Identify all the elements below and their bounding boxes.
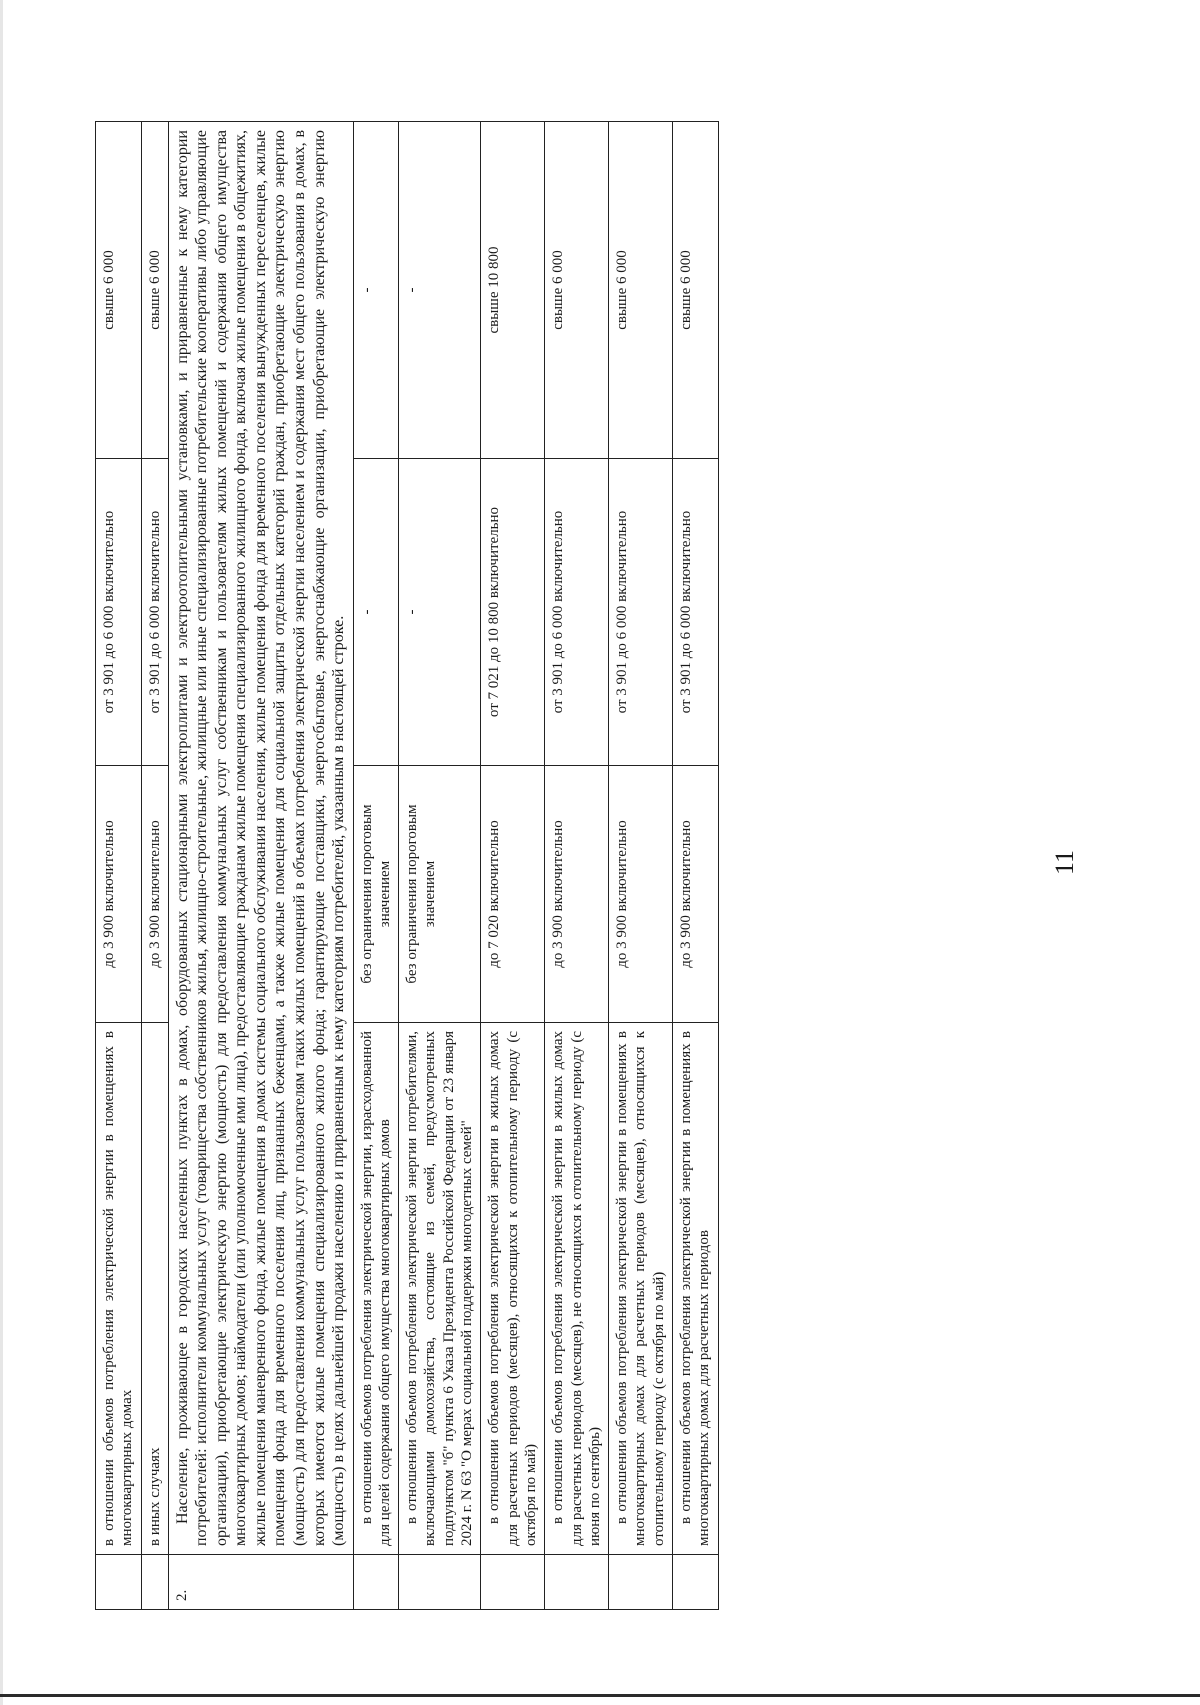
section-text: Население, проживающее в городских населенных пунктах в домах, оборудованных стационарными электроплитами и электроотопительными установками, и приравненные к нему категории потребителей: исполнители коммунальных услуг (товарищества собственников жилья, жилищно-строительные, жилищные или иные специализированные потребительские кооперативы либо управляющие организации), приобретающие электрическую энергию (мощность) для предоставления коммунальных услуг собственникам и пользователям жилых помещений и содержания общего имущества многоквартирных домов; наймодатели (или уполномоченные ими лица), предоставляющие гражданам жилые помещения специализированного жилищного фонда, включая жилые помещения в общежитиях, жилые помещения маневренного фонда, жилые помещения в домах системы социального обслуживания населения, жилые помещения фонда для временного поселения вынужденных переселенцев, жилые помещения фонда для временного поселения лиц, признанных беженцами, а также жилые помещения для социальной защиты отдельных категорий граждан, приобретающие электрическую энергию (мощность) для предоставления коммунальных услуг пользователям таких жилых помещений в объемах потребления электрической энергии населением и содержания мест общего пользования в домах, в которых имеются жилые помещения специализированного жилого фонда; гарантирующие поставщики, энергосбытовые, энергоснабжающие организации, приобретающие электрическую энергию (мощность) в целях дальнейшей продажи населению и приравненным к нему категориям потребителей, указанным в настоящей строке. (168, 122, 353, 1555)
table-row (545, 122, 609, 1610)
range-high: свыше 10 800 (481, 122, 545, 459)
row-description: в отношении объемов потребления электрической энергии в жилых домах для расчетных периодов (месяцев), относящихся к отопительному периоду (с октября по май) (481, 1023, 545, 1555)
range-mid: от 3 901 до 6 000 включительно (609, 459, 673, 766)
row-description: в отношении объемов потребления электрической энергии потребителями, включающими домохозяйства, состоящие из семей, предусмотренных подпунктом "б" пункта 6 Указа Президента Российской Федерации от 23 января 2024 г. N 63 "О мерах социальной поддержки многодетных семей" (399, 1023, 481, 1555)
scan-bottom-edge (0, 1694, 1200, 1697)
row-description: в отношении объемов потребления электрической энергии, израсходованной для целей содержания общего имущества многоквартирных домов (353, 1023, 399, 1555)
range-high: свыше 6 000 (609, 122, 673, 459)
range-mid: от 7 021 до 10 800 включительно (481, 459, 545, 766)
row-number (96, 1555, 142, 1610)
range-mid: от 3 901 до 6 000 включительно (545, 459, 609, 766)
table-row (481, 122, 545, 1610)
table-row (399, 122, 481, 1610)
section-number: 2. (168, 1555, 353, 1610)
range-high: свыше 6 000 (141, 122, 168, 459)
range-low: до 3 900 включительно (545, 766, 609, 1023)
range-high: свыше 6 000 (672, 122, 718, 459)
range-low: без ограничения пороговым значением (399, 766, 481, 1023)
scan-edge (0, 0, 3, 1705)
rotated-page (95, 110, 1105, 1610)
range-low: без ограничения пороговым значением (353, 766, 399, 1023)
range-mid: - (353, 459, 399, 766)
tariff-table (95, 121, 719, 1610)
row-description: в отношении объемов потребления электрической энергии в помещениях в многоквартирных домах (96, 1023, 142, 1555)
range-high: - (399, 122, 481, 459)
range-low: до 7 020 включительно (481, 766, 545, 1023)
range-low: до 3 900 включительно (96, 766, 142, 1023)
table-row (353, 122, 399, 1610)
row-description: в отношении объемов потребления электрической энергии в жилых домах для расчетных периодов (месяцев), не относящихся к отопительному периоду (с июня по сентябрь) (545, 1023, 609, 1555)
range-mid: от 3 901 до 6 000 включительно (96, 459, 142, 766)
table-row (609, 122, 673, 1610)
row-description: в иных случаях (141, 1023, 168, 1555)
table-row (96, 122, 142, 1610)
section-row (168, 122, 353, 1610)
row-number (141, 1555, 168, 1610)
row-description: в отношении объемов потребления электрической энергии в помещениях в многоквартирных домах для расчетных периодов (месяцев), относящихся к отопительному периоду (с октября по май) (609, 1023, 673, 1555)
range-high: свыше 6 000 (96, 122, 142, 459)
range-low: до 3 900 включительно (672, 766, 718, 1023)
table-row (141, 122, 168, 1610)
page-number: 11 (1050, 849, 1079, 875)
range-high: свыше 6 000 (545, 122, 609, 459)
range-low: до 3 900 включительно (609, 766, 673, 1023)
range-mid: от 3 901 до 6 000 включительно (672, 459, 718, 766)
range-mid: от 3 901 до 6 000 включительно (141, 459, 168, 766)
range-mid: - (399, 459, 481, 766)
table-row (672, 122, 718, 1610)
row-description: в отношении объемов потребления электрической энергии в помещениях в многоквартирных домах для расчетных периодов (672, 1023, 718, 1555)
range-low: до 3 900 включительно (141, 766, 168, 1023)
range-high: - (353, 122, 399, 459)
